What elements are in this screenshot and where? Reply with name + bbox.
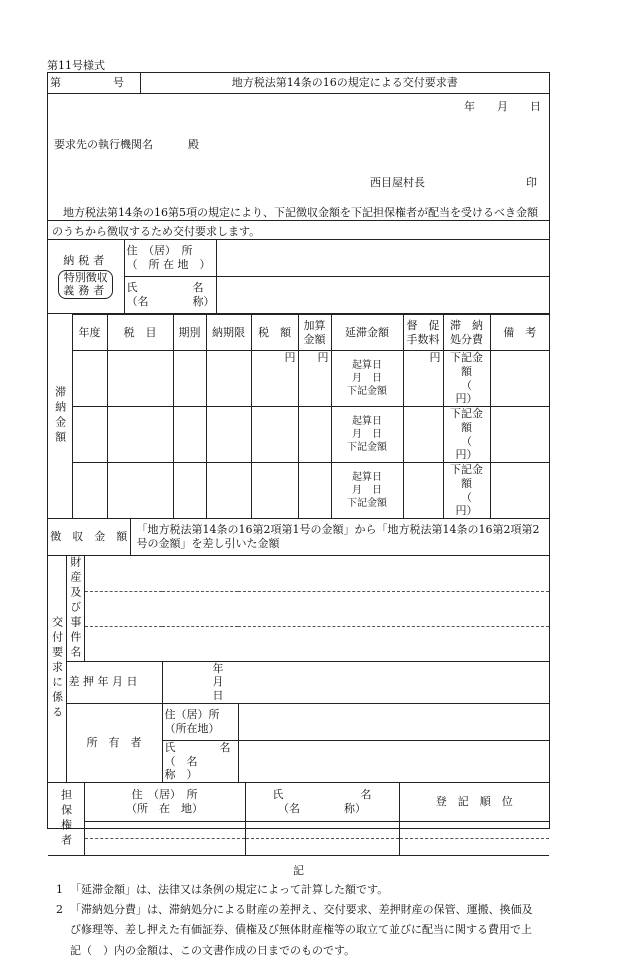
collection-table [48, 519, 549, 556]
security-order-header: 登 記 順 位 [399, 783, 549, 821]
request-form [47, 72, 550, 957]
form-id: 第11号様式 [47, 59, 105, 72]
collection-text: 「地方税法第14条の16第2項第1号の金額」から「地方税法第14条の16第2項第2号の金額」を差し引いた金額 [130, 519, 549, 555]
security-address-header: 住 （居） 所 （所 在 地） [84, 783, 245, 821]
owner-address-label: 住（居）所 （所在地） [162, 703, 238, 740]
recipient-label: 要求先の執行機関名 [54, 138, 153, 151]
col-tax-amount: 税 額 [251, 315, 298, 351]
owner-name-label: 氏 名 （ 名 称 ） [162, 740, 238, 782]
tax-yen: 円 [251, 351, 298, 407]
seizure-date-value: 年 月 日 [162, 661, 238, 703]
taxpayer-address-label: 住 （居） 所 （ 所 在 地 ） [124, 240, 216, 277]
surcharge-yen: 円 [298, 351, 331, 407]
document-number: 第 号 [48, 73, 140, 94]
col-fee: 督 促 手数料 [403, 315, 443, 351]
notes-section [48, 856, 549, 961]
disposal-amount: 下記金額 （ 円） [443, 407, 490, 463]
issue-date: 年 月 日 [464, 100, 541, 113]
owner-label: 所 有 者 [66, 703, 162, 782]
taxpayer-address-value [216, 240, 549, 277]
col-delinquency: 延滞金額 [331, 315, 403, 351]
delinquent-side-label: 滞納金額 [48, 315, 72, 519]
delinquency-calc: 起算日 月 日 下記金額 [331, 351, 403, 407]
security-table [48, 783, 549, 856]
delinquency-calc: 起算日 月 日 下記金額 [331, 463, 403, 519]
property-table [48, 556, 549, 784]
col-disposal: 滞 納 処分費 [443, 315, 490, 351]
special-collector-bracket: 特別徴収 義務者 [58, 270, 113, 300]
property-sub-label: 財産及び事件名 [66, 556, 84, 662]
table-row [48, 351, 549, 407]
document-title: 地方税法第14条の16の規定による交付要求書 [140, 73, 549, 94]
col-period: 期別 [173, 315, 206, 351]
col-surcharge: 加算 金額 [298, 315, 331, 351]
delinquent-table [48, 314, 549, 519]
notes-heading: 記 [293, 863, 304, 877]
owner-name-value [238, 740, 549, 782]
col-year: 年度 [72, 315, 107, 351]
taxpayer-name-value [216, 277, 549, 314]
issuer-name: 西目屋村長 [370, 176, 425, 189]
taxpayer-table [48, 239, 549, 314]
owner-address-value [238, 703, 549, 740]
delinquency-calc: 起算日 月 日 下記金額 [331, 407, 403, 463]
fee-yen: 円 [403, 351, 443, 407]
addressee-area [48, 94, 549, 238]
disposal-amount: 下記金額 （ 円） [443, 463, 490, 519]
table-row [48, 463, 549, 519]
header-row [48, 73, 549, 94]
security-name-header: 氏 名 （名 称） [245, 783, 399, 821]
collection-label: 徴 収 金 額 [48, 519, 130, 555]
taxpayer-name-label: 氏 名 （名 称） [124, 277, 216, 314]
security-side-label: 担保権者 [48, 783, 84, 855]
seizure-date-label: 差 押 年 月 日 [66, 661, 162, 703]
taxpayer-label: 納税者 特別徴収 義務者 [48, 240, 124, 314]
disposal-amount: 下記金額 （ 円） [443, 351, 490, 407]
intro-text: 地方税法第14条の16第5項の規定により、下記徴収金額を下記担保権者が配当を受けるべき金額のうちから徴収するため交付要求します。 [52, 206, 538, 238]
col-due-date: 納期限 [206, 315, 251, 351]
note-2: 2 「滞納処分費」は、滞納処分による財産の差押え、交付要求、差押財産の保管、運搬、換価及び修理等、差し押えた有価証券、債権及び無体財産権等の取立て並びに配当に関する費用で上記（ ）内の金額は、この文書作成の日までのものです。 [56, 902, 533, 957]
seal-mark: 印 [526, 176, 537, 189]
col-tax-item: 税 目 [107, 315, 173, 351]
col-remarks: 備 考 [490, 315, 549, 351]
table-row [48, 407, 549, 463]
honorific: 殿 [188, 138, 199, 151]
property-side-label: 交付要求に係る [48, 556, 66, 783]
note-1: 1 「延滞金額」は、法律又は条例の規定によって計算した額です。 [56, 882, 389, 896]
